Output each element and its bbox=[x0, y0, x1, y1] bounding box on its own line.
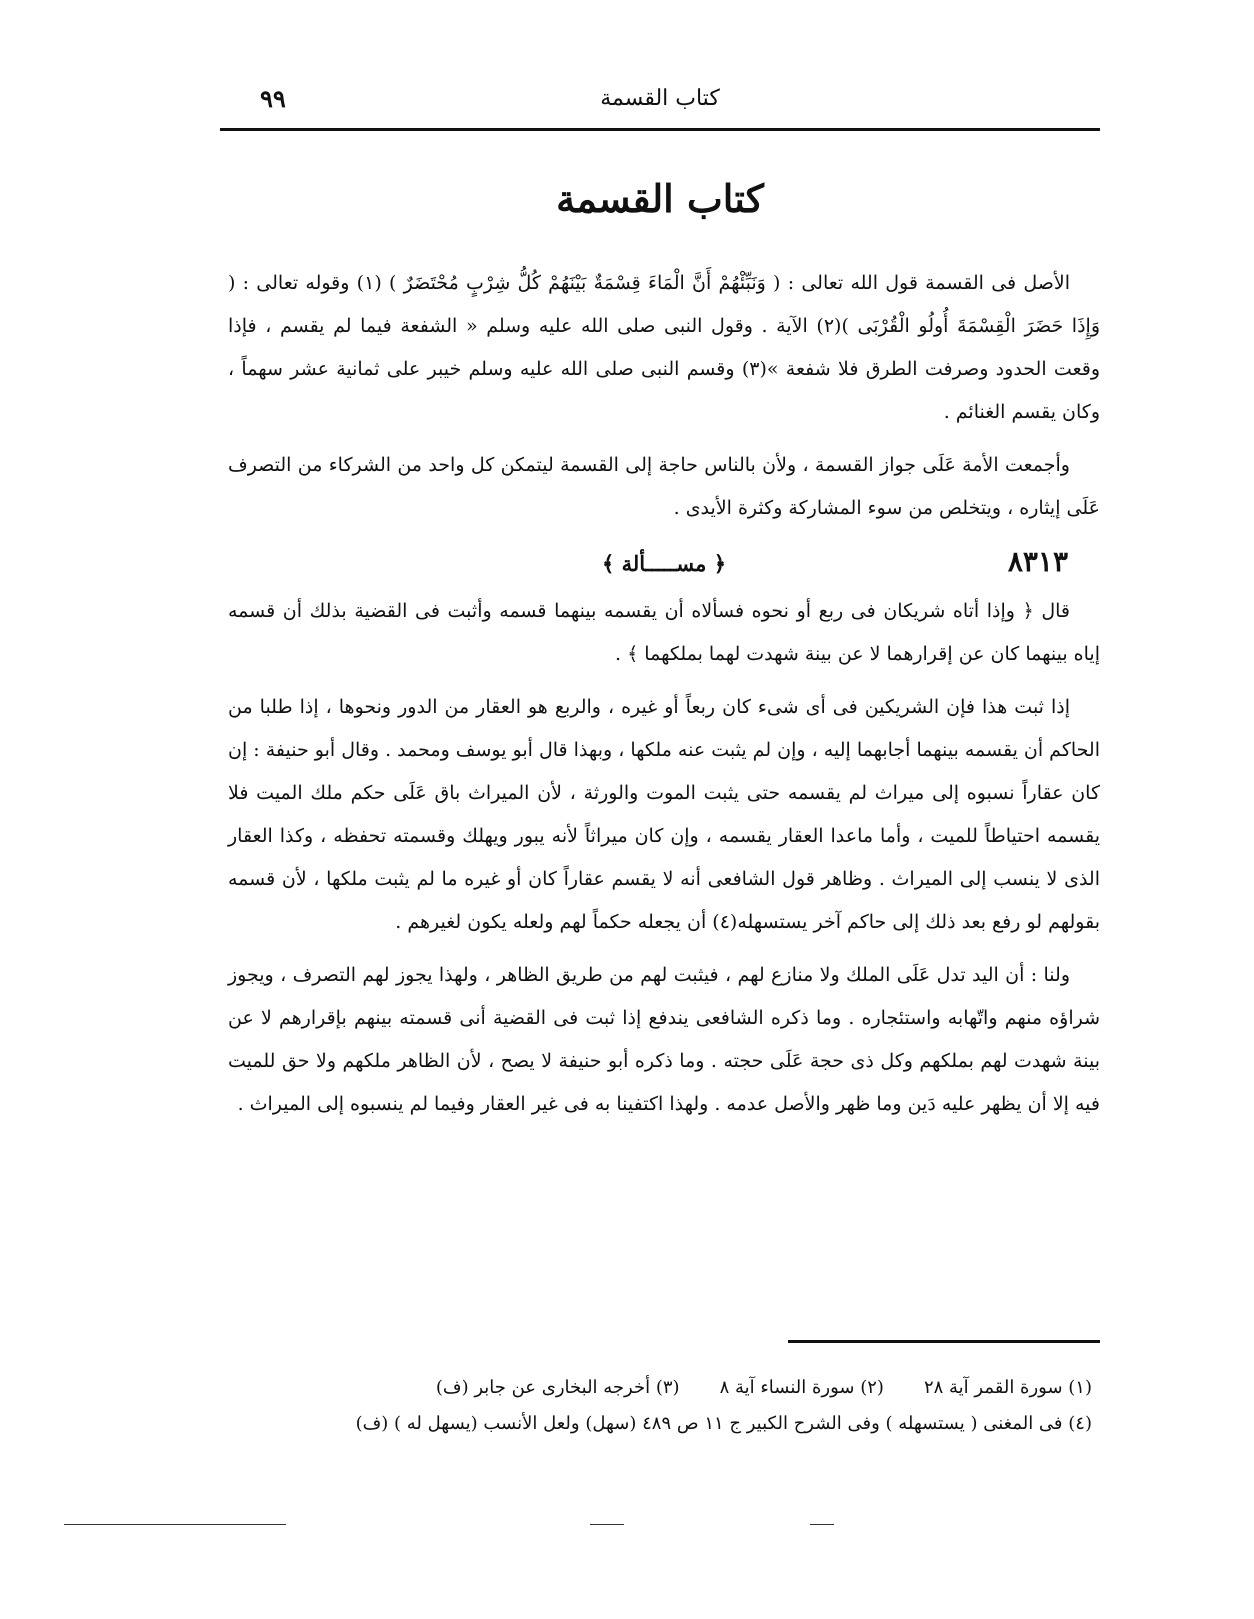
paragraph: ولنا : أن اليد تدل عَلَى الملك ولا منازع لهم ، فيثبت لهم من طريق الظاهر ، ولهذا يجوز لهم التصرف ، ويجوز شراؤه منهم واتّهابه واستئجاره . وما ذكره الشافعى يندفع إذا ثبت فى القضية أنى قسمته بينهم بإقرارهم لا عن بينة شهدت لهم بملكهم وكل ذى حجة عَلَى حجته . وما ذكره أبو حنيفة لا يصح ، لأن الظاهر ملكهم ولا حق للميت فيه إلا أن يظهر عليه دَين وما ظهر والأصل عدمه . ولهذا اكتفينا به فى غير العقار وفيما لم ينسبوه إلى الميراث . bbox=[228, 964, 1100, 1115]
scan-mark bbox=[64, 1524, 286, 1525]
scan-mark bbox=[810, 1524, 834, 1525]
footnote-row bbox=[228, 1406, 1092, 1442]
running-header bbox=[220, 82, 1100, 122]
footnotes bbox=[228, 1370, 1092, 1442]
section-label: ﴿ مســـــألة ﴾ bbox=[601, 551, 727, 576]
footnote-rule bbox=[788, 1340, 1100, 1343]
footnote-1: (١) سورة القمر آية ٢٨ bbox=[923, 1377, 1092, 1398]
paragraph: إذا ثبت هذا فإن الشريكين فى أى شىء كان ربعاً أو غيره ، والربع هو العقار من الدور ونحوها ، إذا طلبا من الحاكم أن يقسمه بينهما أجابهما إليه ، وإن لم يثبت عنه ملكها ، وبهذا قال أبو يوسف ومحمد . وقال أبو حنيفة : إن كان عقاراً نسبوه إلى ميراث لم يقسمه حتى يثبت الموت والورثة ، لأن الميراث باق عَلَى حكم ملك الميت فلا يقسمه احتياطاً للميت ، وأما ماعدا العقار يقسمه ، وإن كان ميراثاً لأنه يبور ويهلك وقسمته تحفظه ، وكذا العقار الذى لا ينسب إلى الميراث . وظاهر قول الشافعى أنه لا يقسم عقاراً كان أو غيره ما لم يثبت ملكها ، لأن قسمه بقولهم لو رفع بعد ذلك إلى حاكم آخر يستسهله(٤) أن يجعله حكماً لهم ولعله يكون لغيرهم . bbox=[228, 696, 1100, 933]
footnote-3: (٣) أخرجه البخارى عن جابر (ف) bbox=[435, 1377, 680, 1398]
section-heading bbox=[228, 540, 1100, 584]
section-number: ٨٣١٣ bbox=[1007, 545, 1068, 578]
paragraph: قال ﴿ وإذا أتاه شريكان فى ربع أو نحوه فسألاه أن يقسمه بينهما قسمه وأثبت فى القضية بذلك أن قسمه إياه بينهما كان عن إقرارهما لا عن بينة شهدت لهما بملكهما ﴾ . bbox=[228, 600, 1100, 665]
scan-mark bbox=[590, 1524, 624, 1525]
book-title: كتاب القسمة bbox=[556, 176, 764, 221]
paragraph: الأصل فى القسمة قول الله تعالى : ( وَنَبِّئْهُمْ أَنَّ الْمَاءَ قِسْمَةٌ بَيْنَهُمْ كُلُّ شِرْبٍ مُحْتَضَرٌ ) (١) وقوله تعالى : ( وَإِذَا حَضَرَ الْقِسْمَةَ أُولُو الْقُرْبَى )(٢) الآية . وقول النبى صلى الله عليه وسلم « الشفعة فيما لم يقسم ، فإذا وقعت الحدود وصرفت الطرق فلا شفعة »(٣) وقسم النبى صلى الله عليه وسلم خيبر على ثمانية عشر سهماً ، وكان يقسم الغنائم . bbox=[228, 272, 1100, 423]
running-title: كتاب القسمة bbox=[600, 86, 720, 111]
footnote-2: (٢) سورة النساء آية ٨ bbox=[719, 1377, 884, 1398]
footnote-4: (٤) فى المغنى ( يستسهله ) وفى الشرح الكبير ج ١١ ص ٤٨٩ (سهل) ولعل الأنسب (يسهل له ) (ف) bbox=[355, 1413, 1092, 1434]
body-text bbox=[228, 262, 1100, 1136]
header-rule bbox=[220, 128, 1100, 131]
page-number: ٩٩ bbox=[260, 84, 286, 113]
footnote-row bbox=[228, 1370, 1092, 1406]
paragraph: وأجمعت الأمة عَلَى جواز القسمة ، ولأن بالناس حاجة إلى القسمة ليتمكن كل واحد من الشركاء من التصرف عَلَى إيثاره ، ويتخلص من سوء المشاركة وكثرة الأيدى . bbox=[228, 454, 1100, 519]
